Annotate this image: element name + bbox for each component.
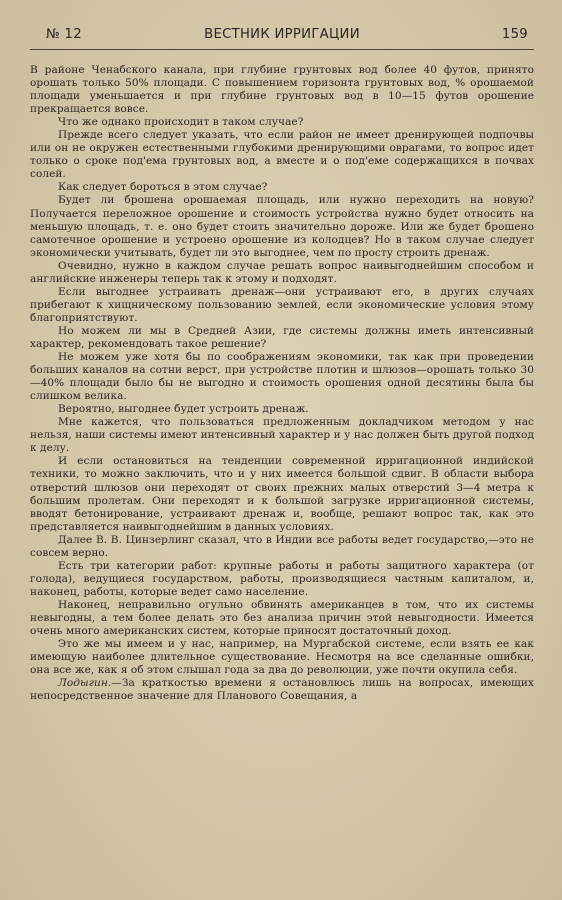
- paragraph: Если выгоднее устраивать дренаж—они устраивают его, в других случаях прибегают к хищническому пользованию землей, если экономические условия этому благоприятствуют.: [30, 285, 534, 324]
- paragraph: Очевидно, нужно в каждом случае решать вопрос наивыгоднейшим способом и английские инженеры теперь так к этому и подходят.: [30, 259, 534, 285]
- paragraph: Это же мы имеем и у нас, например, на Мургабской системе, если взять ее как имеющую наиболее длительное существование. Несмотря на все сделанные ошибки, она все же, как я об этом слышал года за два до революции, уже почти окупила себя.: [30, 638, 534, 677]
- page-number: 159: [501, 27, 528, 42]
- article-body: [30, 64, 534, 703]
- paragraph: Будет ли брошена орошаемая площадь, или нужно переходить на новую? Получается переложное орошение и стоимость устройства нужно будет относить на меньшую площадь, т. е. оно будет стоить значительно дороже. Или же будет брошено самотечное орошение и устроено орошение из колодцев? Но в таком случае следует экономически учитывать, будет ли это выгоднее, чем по просту строить дренаж.: [30, 194, 534, 259]
- paragraph: Но можем ли мы в Средней Азии, где системы должны иметь интенсивный характер, рекомендовать такое решение?: [30, 324, 534, 350]
- header-rule: [30, 49, 534, 50]
- paragraph: Далее В. В. Цинзерлинг сказал, что в Индии все работы ведет государство,—это не совсем верно.: [30, 533, 534, 559]
- issue-number: № 12: [46, 27, 82, 42]
- paragraph: Есть три категории работ: крупные работы и работы защитного характера (от голода), ведущиеся государством, работы, производящиеся частным капиталом, и, наконец, работы, которые ведет само население.: [30, 559, 534, 598]
- paragraph: Вероятно, выгоднее будет устроить дренаж.: [58, 403, 309, 416]
- speaker-name: Лодыгин.: [58, 677, 112, 690]
- paragraph: И если остановиться на тенденции современной ирригационной индийской техники, то можно заключить, что и у них имеется большой сдвиг. В области выбора отверстий шлюзов они переходят от своих прежних малых отверстий 3—4 метра к большим пролетам. Они переходят и к большой загрузке ирригационной системы, вводят бетонирование, устраивают дренаж и, вообще, решают вопрос так, как это представляется наивыгоднейшим в данных условиях.: [30, 455, 534, 533]
- paragraph: Наконец, неправильно огульно обвинять американцев в том, что их системы невыгодны, а тем более делать это без анализа причин этой невыгодности. Имеется очень много американских систем, которые приносят достаточный доход.: [30, 598, 534, 638]
- paragraph: Прежде всего следует указать, что если район не имеет дренирующей подпочвы или он не окружен естественными глубокими дренирующими оврагами, то вопрос идет только о сроке под'ема грунтовых вод, а вместе и о под'еме содержащихся в почвах солей.: [30, 129, 534, 181]
- paragraph: Что же однако происходит в таком случае?: [58, 116, 304, 129]
- journal-title: ВЕСТНИК ИРРИГАЦИИ: [204, 27, 360, 42]
- paragraph: Не можем уже хотя бы по соображениям экономики, так как при проведении больших каналов на сотни верст, при устройстве плотин и шлюзов—орошать только 30—40% площади было бы не выгодно и стоимость орошения одной десятины была бы слишком велика.: [30, 351, 534, 403]
- running-header: [30, 27, 534, 49]
- paragraph-text: —За краткостью времени я остановлюсь лишь на вопросах, имеющих непосредственное значение для Планового Совещания, а: [30, 677, 534, 703]
- paragraph: Как следует бороться в этом случае?: [58, 181, 268, 194]
- paragraph-final: [30, 677, 534, 703]
- paragraph: Мне кажется, что пользоваться предложенным докладчиком методом у нас нельзя, наши системы имеют интенсивный характер и у нас должен быть другой подход к делу.: [30, 416, 534, 455]
- paragraph: В районе Ченабского канала, при глубине грунтовых вод более 40 футов, принято орошать только 50% площади. С повышением горизонта грунтовых вод, % орошаемой площади уменьшается и при глубине грунтовых вод в 10—15 футов орошение прекращается вовсе.: [30, 64, 534, 116]
